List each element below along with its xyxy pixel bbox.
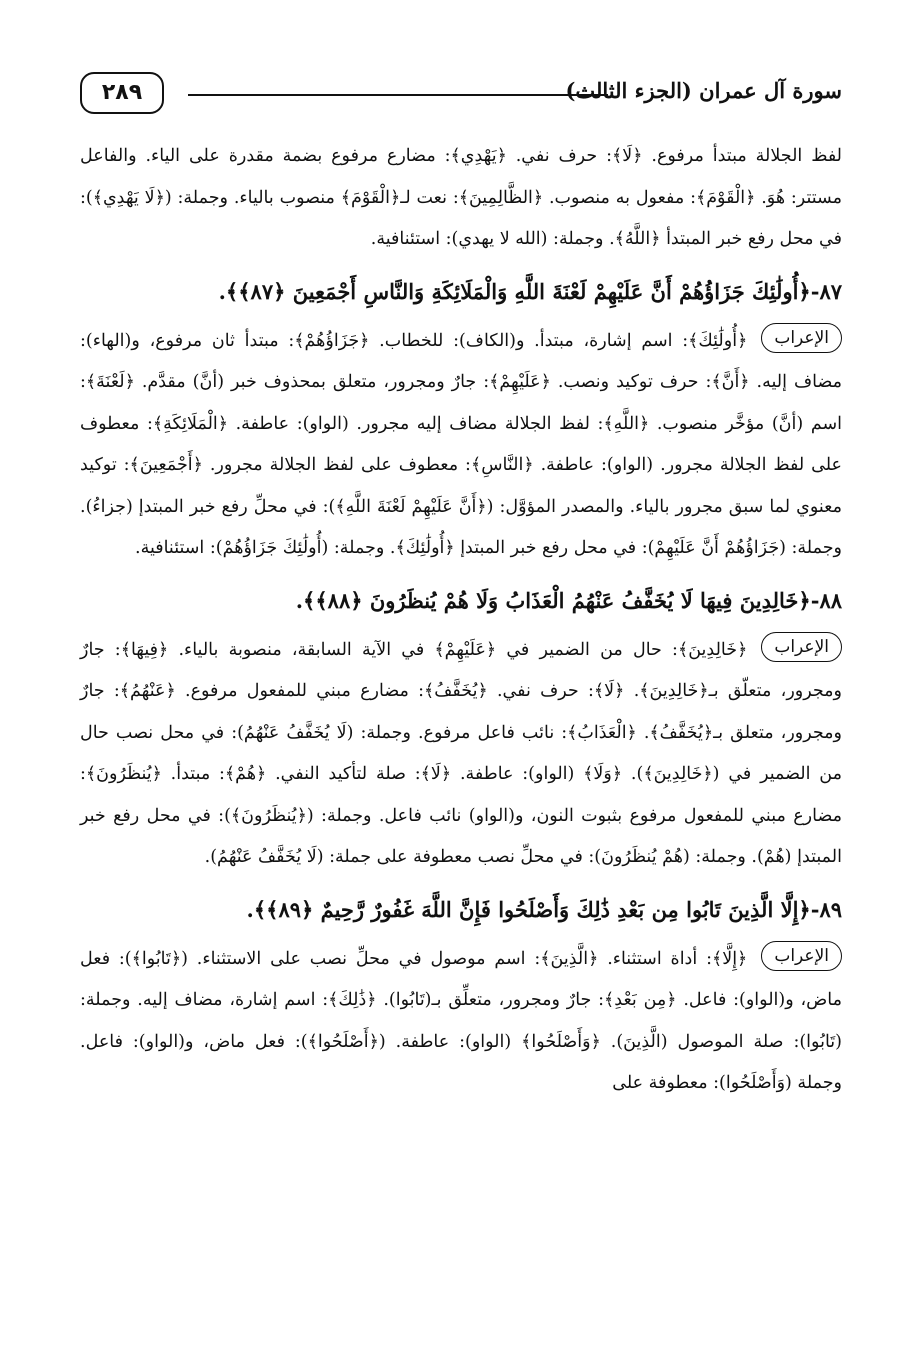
irab-text: ﴿إِلَّا﴾: أداة استثناء. ﴿الَّذِينَ﴾: اسم موصول في محلِّ نصب على الاستثناء. (﴿تَابُوا﴾): فعل ماض، و(الواو): فاعل. ﴿مِن بَعْدِ﴾: جارٌ ومجرور، متعلِّق بـ(تَابُوا). ﴿ذَٰلِكَ﴾: اسم إشارة، مضاف إليه. وجملة: (تَابُوا): صلة الموصول (الَّذِينَ). ﴿وَأَصْلَحُوا﴾ (الواو): عاطفة. (﴿أَصْلَحُوا﴾): فعل ماض، و(الواو): فاعل. وجملة (وَأَصْلَحُوا): معطوفة على bbox=[80, 948, 842, 1093]
irab-paragraph-89 bbox=[80, 939, 842, 1105]
irab-label: الإعراب bbox=[761, 941, 842, 971]
quran-verse-89: ٨٩-﴿إِلَّا الَّذِينَ تَابُوا مِن بَعْدِ ذَٰلِكَ وَأَصْلَحُوا فَإِنَّ اللَّهَ غَفُورٌ رَّحِيمٌ ﴿٨٩﴾﴾. bbox=[246, 896, 842, 922]
irab-text: ﴿خَالِدِينَ﴾: حال من الضمير في ﴿عَلَيْهِمْ﴾ في الآية السابقة، منصوبة بالياء. ﴿فِيهَا﴾: جارٌ ومجرور، متعلّق بـ﴿خَالِدِينَ﴾. ﴿لَا﴾: حرف نفي. ﴿يُخَفَّفُ﴾: مضارع مبني للمفعول مرفوع. ﴿عَنْهُمُ﴾: جارٌ ومجرور، متعلق بـ﴿يُخَفَّفُ﴾. ﴿الْعَذَابُ﴾: نائب فاعل مرفوع. وجملة: (لَا يُخَفَّفُ عَنْهُمُ): في محل نصب حال من الضمير في (﴿خَالِدِينَ﴾). ﴿وَلَا﴾ (الواو): عاطفة. ﴿لَا﴾: صلة لتأكيد النفي. ﴿هُمْ﴾: مبتدأ. ﴿يُنظَرُونَ﴾: مضارع مبني للمفعول مرفوع بثبوت النون، و(الواو) نائب فاعل. وجملة: (﴿يُنظَرُونَ﴾): في محل رفع خبر المبتدإ (هُمْ). وجملة: (هُمْ يُنظَرُونَ): في محلِّ نصب معطوفة على جملة: (لَا يُخَفَّفُ عَنْهُمُ). bbox=[80, 639, 842, 867]
surah-title: سورة آل عمران (الجزء الثالث) bbox=[565, 78, 842, 103]
page-content bbox=[80, 136, 842, 1105]
irab-paragraph-87 bbox=[80, 321, 842, 570]
quran-verse-88: ٨٨-﴿خَالِدِينَ فِيهَا لَا يُخَفَّفُ عَنْهُمُ الْعَذَابُ وَلَا هُمْ يُنظَرُونَ ﴿٨٨﴾﴾. bbox=[295, 587, 842, 613]
page-number: ٢٨٩ bbox=[80, 72, 164, 114]
header-rule bbox=[188, 94, 608, 96]
page-header bbox=[80, 72, 842, 118]
irab-paragraph-88 bbox=[80, 630, 842, 879]
irab-text: ﴿أُولَٰئِكَ﴾: اسم إشارة، مبتدأ. و(الكاف): للخطاب. ﴿جَزَاؤُهُمْ﴾: مبتدأ ثان مرفوع، و(الهاء): مضاف إليه. ﴿أَنَّ﴾: حرف توكيد ونصب. ﴿عَلَيْهِمْ﴾: جارٌ ومجرور، متعلق بمحذوف خبر (أنَّ) مقدَّم. ﴿لَعْنَةَ﴾: اسم (أنَّ) مؤخَّر منصوب. ﴿اللَّهِ﴾: لفظ الجلالة مضاف إليه مجرور. (الواو): عاطفة. ﴿الْمَلَائِكَةِ﴾: معطوف على لفظ الجلالة مجرور. (الواو): عاطفة. ﴿النَّاسِ﴾: معطوف على لفظ الجلالة مجرور. ﴿أَجْمَعِينَ﴾: توكيد معنوي لما سبق مجرور بالياء. والمصدر المؤوَّل: (﴿أَنَّ عَلَيْهِمْ لَعْنَةَ اللَّهِ﴾): في محلِّ رفع خبر المبتدإ (جزاءُ). وجملة: (جَزَاؤُهُمْ أَنَّ عَلَيْهِمْ): في محل رفع خبر المبتدإ ﴿أُولَٰئِكَ﴾. وجملة: (أُولَٰئِكَ جَزَاؤُهُمْ): استئنافية. bbox=[80, 330, 842, 558]
quran-verse-87: ٨٧-﴿أُولَٰئِكَ جَزَاؤُهُمْ أَنَّ عَلَيْهِمْ لَعْنَةَ اللَّهِ وَالْمَلَائِكَةِ وَالنَّاسِ أَجْمَعِينَ ﴿٨٧﴾﴾. bbox=[218, 278, 842, 304]
text-paragraph: لفظ الجلالة مبتدأ مرفوع. ﴿لَا﴾: حرف نفي. ﴿يَهْدِي﴾: مضارع مرفوع بضمة مقدرة على الياء. والفاعل مستتر: هُوَ. ﴿الْقَوْمَ﴾: مفعول به منصوب. ﴿الظَّالِمِينَ﴾: نعت لـ﴿الْقَوْمَ﴾ منصوب بالياء. وجملة: (﴿لَا يَهْدِي﴾): في محل رفع خبر المبتدأ ﴿اللَّهُ﴾. وجملة: (الله لا يهدي): استئنافية. bbox=[80, 146, 842, 249]
irab-label: الإعراب bbox=[761, 323, 842, 353]
irab-label: الإعراب bbox=[761, 632, 842, 662]
